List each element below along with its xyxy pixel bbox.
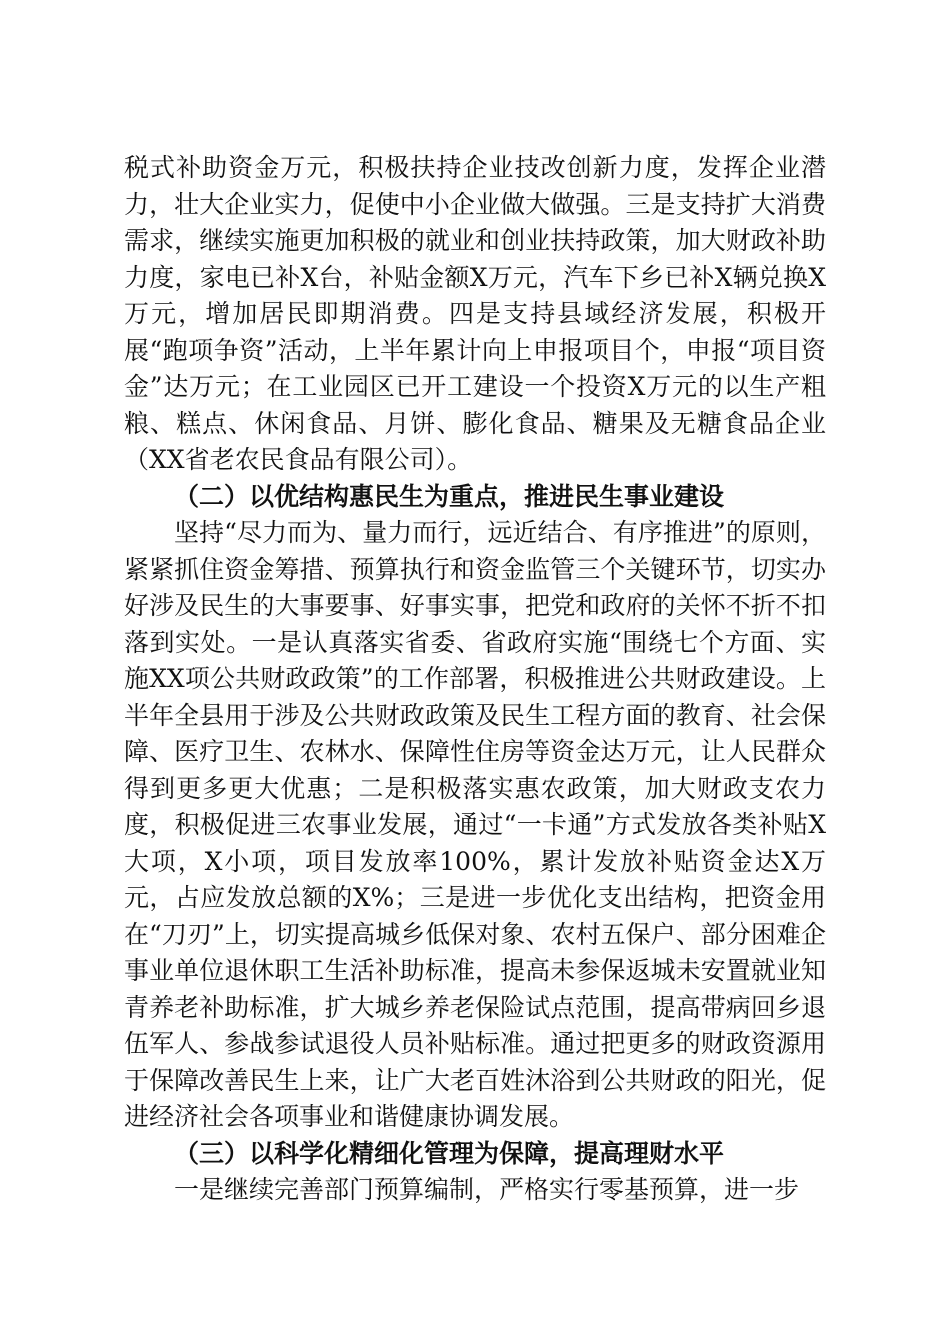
section-heading-2: （二）以优结构惠民生为重点，推进民生事业建设 — [174, 481, 725, 511]
document-body — [124, 150, 826, 1209]
paragraph-continued: 税式补助资金万元，积极扶持企业技改创新力度，发挥企业潜力，壮大企业实力，促使中小企业做大做强。三是支持扩大消费需求，继续实施更加积极的就业和创业扶持政策，加大财政补助力度，家电已补X台，补贴金额X万元，汽车下乡已补X辆兑换X万元，增加居民即期消费。四是支持县域经济发展，积极开展“跑项争资”活动，上半年累计向上申报项目个，申报“项目资金”达万元；在工业园区已开工建设一个投资X万元的以生产粗粮、糕点、休闲食品、月饼、膨化食品、糖果及无糖食品企业（XX省老农民食品有限公司）。 — [124, 153, 826, 474]
paragraph-management: 一是继续完善部门预算编制，严格实行零基预算，进一步 — [174, 1175, 800, 1204]
section-heading-3: （三）以科学化精细化管理为保障，提高理财水平 — [174, 1138, 725, 1168]
paragraph-livelihood: 坚持“尽力而为、量力而行，远近结合、有序推进”的原则，紧紧抓住资金筹措、预算执行和资金监管三个关键环节，切实办好涉及民生的大事要事、好事实事，把党和政府的关怀不折不扣落到实处。一是认真落实省委、省政府实施“围绕七个方面、实施XX项公共财政政策”的工作部署，积极推进公共财政建设。上半年全县用于涉及公共财政政策及民生工程方面的教育、社会保障、医疗卫生、农林水、保障性住房等资金达万元，让人民群众得到更多更大优惠；二是积极落实惠农政策，加大财政支农力度，积极促进三农事业发展，通过“一卡通”方式发放各类补贴X大项，X小项，项目发放率100%，累计发放补贴资金达X万元，占应发放总额的X%；三是进一步优化支出结构，把资金用在“刀刃”上，切实提高城乡低保对象、农村五保户、部分困难企事业单位退休职工生活补助标准，提高未参保返城未安置就业知青养老补助标准，扩大城乡养老保险试点范围，提高带病回乡退伍军人、参战参试退役人员补贴标准。通过把更多的财政资源用于保障改善民生上来，让广大老百姓沐浴到公共财政的阳光，促进经济社会各项事业和谐健康协调发展。 — [124, 518, 826, 1131]
